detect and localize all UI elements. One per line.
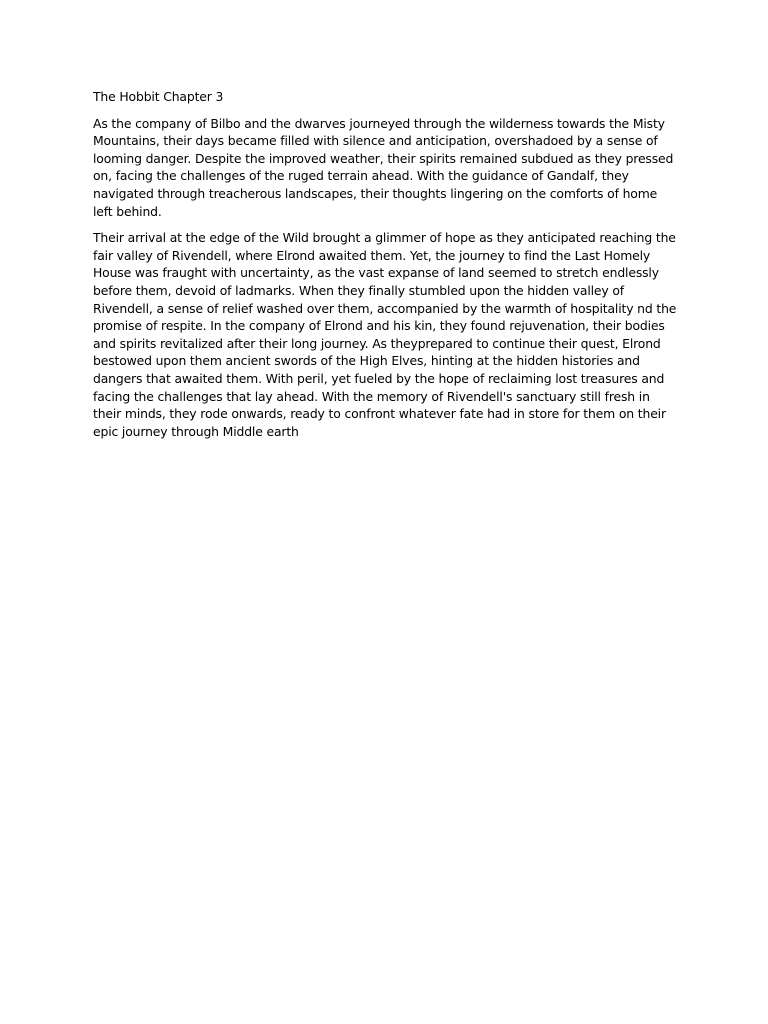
document-title: The Hobbit Chapter 3 [93, 89, 224, 104]
paragraph-2: Their arrival at the edge of the Wild brought a glimmer of hope as they anticipated reaching the fair valley of Rivendell, where Elrond awaited them. Yet, the journey to find the Last Homely House was fraught with uncertainty, as the vast expanse of land seemed to stretch endlessly before them, devoid of ladmarks. When they finally stumbled upon the hidden valley of Rivendell, a sense of relief washed over them, accompanied by the warmth of hospitality nd the promise of respite. In the company of Elrond and his kin, they found rejuvenation, their bodies and spirits revitalized after their long journey. As theyprepared to continue their quest, Elrond bestowed upon them ancient swords of the High Elves, hinting at the hidden histories and dangers that awaited them. With peril, yet fueled by the hope of reclaiming lost treasures and facing the challenges that lay ahead. With the memory of Rivendell's sanctuary still fresh in their minds, they rode onwards, ready to confront whatever fate had in store for them on their epic journey through Middle earth [93, 230, 677, 439]
paragraph-1: As the company of Bilbo and the dwarves journeyed through the wilderness towards the Misty Mountains, their days became filled with silence and anticipation, overshadoed by a sense of looming danger. Despite the improved weather, their spirits remained subdued as they pressed on, facing the challenges of the ruged terrain ahead. With the guidance of Gandalf, they navigated through treacherous landscapes, their thoughts lingering on the comforts of home left behind. [93, 115, 674, 219]
document-body [93, 88, 679, 449]
